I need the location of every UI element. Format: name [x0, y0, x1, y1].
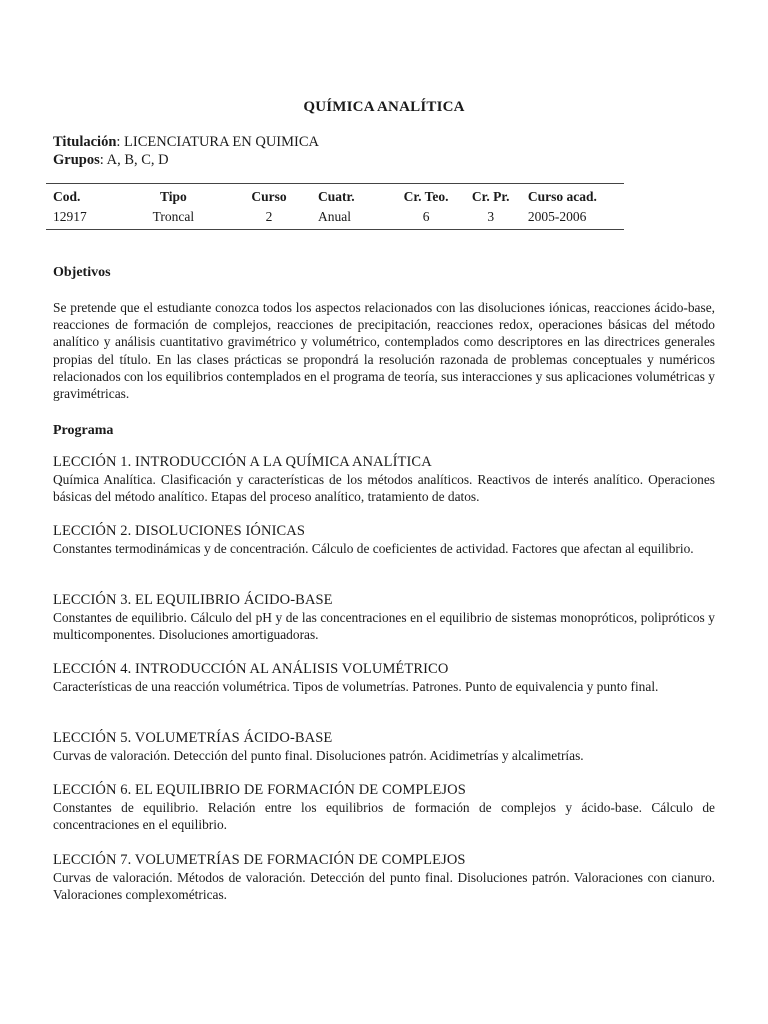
lesson-description: Curvas de valoración. Detección del punto final. Disoluciones patrón. Acidimetrías y alcalimetrías. [53, 748, 584, 763]
cell-cod: 12917 [46, 207, 127, 230]
cell-cr-teo: 6 [395, 207, 458, 230]
lesson-description: Constantes de equilibrio. Cálculo del pH y de las concentraciones en el equilibrio de sistemas monopróticos, polipróticos y multicomponentes. Disoluciones amortiguadoras. [53, 610, 715, 643]
lesson-title: LECCIÓN 7. VOLUMETRÍAS DE FORMACIÓN DE COMPLEJOS [53, 852, 466, 868]
lesson-title: LECCIÓN 6. EL EQUILIBRIO DE FORMACIÓN DE COMPLEJOS [53, 782, 466, 798]
grupos-value: : A, B, C, D [99, 152, 169, 168]
document-title: QUÍMICA ANALÍTICA [303, 99, 465, 115]
header-tipo: Tipo [127, 184, 220, 208]
lesson-5 [53, 729, 715, 764]
lesson-title: LECCIÓN 3. EL EQUILIBRIO ÁCIDO-BASE [53, 592, 333, 608]
lesson-7 [53, 851, 715, 903]
lesson-description: Química Analítica. Clasificación y características de los métodos analíticos. Reactivos de interés analítico. Operaciones básicas del método analítico. Etapas del proceso analítico, tratamiento de datos. [53, 472, 715, 505]
lesson-1 [53, 453, 715, 505]
objetivos-heading: Objetivos [53, 265, 111, 280]
cell-tipo: Troncal [127, 207, 220, 230]
lesson-title: LECCIÓN 5. VOLUMETRÍAS ÁCIDO-BASE [53, 730, 333, 746]
header-cr-teo: Cr. Teo. [395, 184, 458, 208]
table-row [46, 207, 624, 230]
titulacion-line [53, 134, 319, 151]
cell-cr-pr: 3 [457, 207, 523, 230]
lesson-description: Curvas de valoración. Métodos de valoración. Detección del punto final. Disoluciones patrón. Valoraciones con cianuro. Valoraciones complexométricas. [53, 870, 715, 903]
grupos-line [53, 152, 169, 169]
course-info-table [46, 183, 624, 230]
lesson-description: Constantes de equilibrio. Relación entre los equilibrios de formación de complejos y ácido-base. Cálculo de concentraciones en el equilibrio. [53, 800, 715, 833]
titulacion-label: Titulación [53, 134, 117, 150]
header-cod: Cod. [46, 184, 127, 208]
lesson-6 [53, 781, 715, 833]
lesson-3 [53, 591, 715, 643]
lesson-title: LECCIÓN 2. DISOLUCIONES IÓNICAS [53, 523, 306, 539]
header-cuatr: Cuatr. [318, 184, 395, 208]
titulacion-value: : LICENCIATURA EN QUIMICA [116, 134, 319, 150]
header-curso: Curso [220, 184, 318, 208]
objetivos-paragraph: Se pretende que el estudiante conozca todos los aspectos relacionados con las disoluciones iónicas, reacciones ácido-base, reacciones de formación de complejos, reacciones de precipitación, reacciones redox, operaciones básicas del método analítico y análisis cuantitativo gravimétrico y volumétrico, contemplados como descriptores en las directrices generales propias del título. En las clases prácticas se propondrá la resolución razonada de problemas conceptuales y numéricos relacionados con los equilibrios contemplados en el programa de teoría, sus interacciones y sus aplicaciones volumétricas y gravimétricas. [53, 300, 715, 402]
lesson-description: Características de una reacción volumétrica. Tipos de volumetrías. Patrones. Punto de equivalencia y punto final. [53, 679, 659, 694]
lesson-description: Constantes termodinámicas y de concentración. Cálculo de coeficientes de actividad. Factores que afectan al equilibrio. [53, 541, 694, 556]
lesson-2 [53, 522, 715, 557]
cell-curso: 2 [220, 207, 318, 230]
header-cr-pr: Cr. Pr. [457, 184, 523, 208]
table-header-row [46, 184, 624, 208]
cell-curso-acad: 2005-2006 [524, 207, 624, 230]
header-curso-acad: Curso acad. [524, 184, 624, 208]
lesson-title: LECCIÓN 4. INTRODUCCIÓN AL ANÁLISIS VOLUMÉTRICO [53, 661, 449, 677]
programa-heading: Programa [53, 423, 114, 438]
grupos-label: Grupos [53, 152, 100, 168]
lesson-title: LECCIÓN 1. INTRODUCCIÓN A LA QUÍMICA ANALÍTICA [53, 454, 432, 470]
cell-cuatr: Anual [318, 207, 395, 230]
lesson-4 [53, 660, 715, 695]
